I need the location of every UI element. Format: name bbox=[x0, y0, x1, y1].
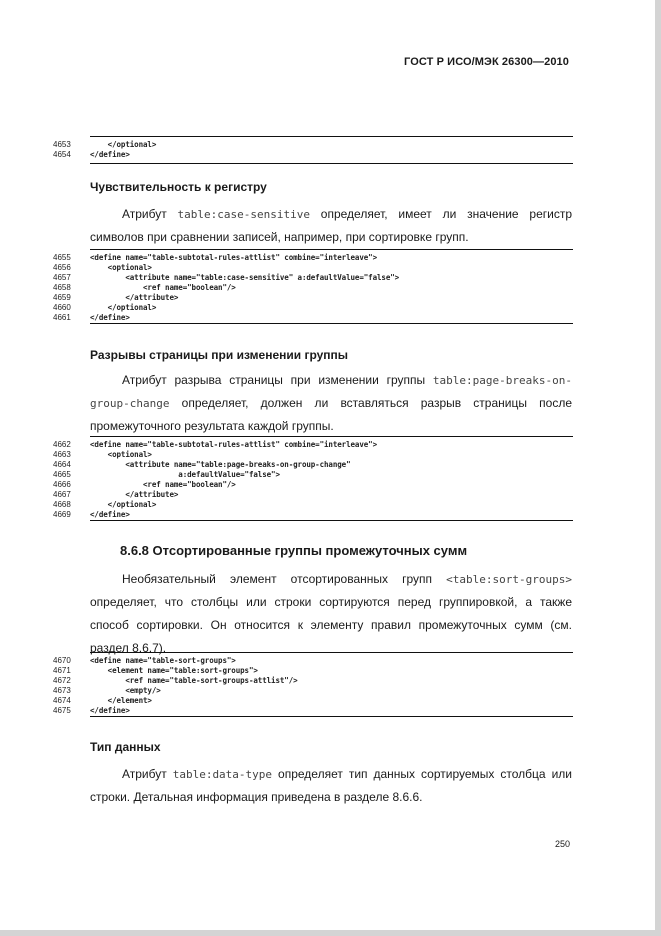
rule-top bbox=[90, 652, 573, 653]
line-number: 4656 bbox=[53, 263, 71, 272]
text: определяет тип данных сортируемых столбца или строки. Детальная информация приведена в разделе 8.6.6. bbox=[90, 767, 572, 804]
code-block-1 bbox=[53, 136, 573, 164]
text: Атрибут bbox=[122, 207, 178, 221]
line-number: 4665 bbox=[53, 470, 71, 479]
text: определяет, должен ли вставляться разрыв страницы после промежуточного результата каждой группы. bbox=[90, 396, 572, 433]
line-number: 4672 bbox=[53, 676, 71, 685]
paragraph-sort-groups bbox=[90, 568, 572, 660]
code-text: <ref name="boolean"/> bbox=[90, 283, 236, 292]
code-line bbox=[53, 273, 573, 283]
code-text: </define> bbox=[90, 313, 130, 322]
page-number: 250 bbox=[554, 839, 570, 849]
rule-top bbox=[90, 136, 573, 137]
line-number: 4664 bbox=[53, 460, 71, 469]
code-line bbox=[53, 293, 573, 303]
code-line bbox=[53, 666, 573, 676]
line-number: 4653 bbox=[53, 140, 71, 149]
code-text: </optional> bbox=[90, 500, 157, 509]
rule-bottom bbox=[90, 163, 573, 164]
line-number: 4668 bbox=[53, 500, 71, 509]
line-number: 4658 bbox=[53, 283, 71, 292]
code-line bbox=[53, 696, 573, 706]
code-text: <define name="table-subtotal-rules-attlist" combine="interleave"> bbox=[90, 440, 378, 449]
text: Атрибут разрыва страницы при изменении группы bbox=[122, 373, 433, 387]
code-line bbox=[53, 500, 573, 510]
code-line bbox=[53, 440, 573, 450]
line-number: 4671 bbox=[53, 666, 71, 675]
code-line bbox=[53, 676, 573, 686]
section-heading-data-type: Тип данных bbox=[90, 740, 161, 754]
line-number: 4660 bbox=[53, 303, 71, 312]
code-text: <ref name="table-sort-groups-attlist"/> bbox=[90, 676, 298, 685]
line-number: 4669 bbox=[53, 510, 71, 519]
code-line bbox=[53, 313, 573, 323]
code-line bbox=[53, 470, 573, 480]
paragraph-case-sensitive bbox=[90, 203, 572, 249]
code-block-2 bbox=[53, 249, 573, 324]
attribute-name: table:case-sensitive bbox=[177, 208, 310, 221]
code-block-4 bbox=[53, 652, 573, 717]
line-number: 4670 bbox=[53, 656, 71, 665]
section-heading-page-breaks: Разрывы страницы при изменении группы bbox=[90, 348, 349, 362]
text: определяет, что столбцы или строки сортируются перед группировкой, а также способ сортировки. Он относится к элементу правил промежуточных сумм (см. раздел 8.6.7). bbox=[90, 595, 572, 655]
code-text: <element name="table:sort-groups"> bbox=[90, 666, 258, 675]
code-text: a:defaultValue="false"> bbox=[90, 470, 280, 479]
code-text: </element> bbox=[90, 696, 152, 705]
code-line bbox=[53, 150, 573, 160]
code-line bbox=[53, 480, 573, 490]
line-number: 4673 bbox=[53, 686, 71, 695]
line-number: 4662 bbox=[53, 440, 71, 449]
code-text: <attribute name="table:page-breaks-on-group-change" bbox=[90, 460, 351, 469]
code-text: <ref name="boolean"/> bbox=[90, 480, 236, 489]
rule-bottom bbox=[90, 716, 573, 717]
line-number: 4659 bbox=[53, 293, 71, 302]
code-text: <define name="table-subtotal-rules-attlist" combine="interleave"> bbox=[90, 253, 378, 262]
attribute-name: table:page-breaks-on-group-change bbox=[90, 374, 572, 410]
text: Необязательный элемент отсортированных групп bbox=[122, 572, 447, 586]
code-text: </optional> bbox=[90, 303, 157, 312]
line-number: 4661 bbox=[53, 313, 71, 322]
code-text: <attribute name="table:case-sensitive" a:defaultValue="false"> bbox=[90, 273, 400, 282]
line-number: 4654 bbox=[53, 150, 71, 159]
element-name: <table:sort-groups> bbox=[446, 573, 572, 586]
code-line bbox=[53, 490, 573, 500]
line-number: 4667 bbox=[53, 490, 71, 499]
code-line bbox=[53, 460, 573, 470]
section-heading-case-sensitive: Чувствительность к регистру bbox=[90, 180, 267, 194]
code-line bbox=[53, 656, 573, 666]
rule-bottom bbox=[90, 323, 573, 324]
code-line bbox=[53, 686, 573, 696]
code-text: </define> bbox=[90, 510, 130, 519]
code-text: </attribute> bbox=[90, 293, 179, 302]
code-text: </optional> bbox=[90, 140, 157, 149]
code-text: <define name="table-sort-groups"> bbox=[90, 656, 236, 665]
line-number: 4657 bbox=[53, 273, 71, 282]
document-header: ГОСТ Р ИСО/МЭК 26300—2010 bbox=[404, 56, 569, 68]
attribute-name: table:data-type bbox=[172, 768, 273, 781]
code-text: </attribute> bbox=[90, 490, 179, 499]
rule-bottom bbox=[90, 520, 573, 521]
code-line bbox=[53, 253, 573, 263]
line-number: 4663 bbox=[53, 450, 71, 459]
code-text: <empty/> bbox=[90, 686, 161, 695]
line-number: 4666 bbox=[53, 480, 71, 489]
code-line bbox=[53, 303, 573, 313]
code-line bbox=[53, 450, 573, 460]
paragraph-data-type bbox=[90, 763, 572, 809]
line-number: 4655 bbox=[53, 253, 71, 262]
line-number: 4675 bbox=[53, 706, 71, 715]
subsection-heading-sort-groups: 8.6.8 Отсортированные группы промежуточных сумм bbox=[120, 543, 468, 558]
code-text: </define> bbox=[90, 150, 130, 159]
text: Атрибут bbox=[122, 767, 173, 781]
code-text: <optional> bbox=[90, 263, 152, 272]
code-block-3 bbox=[53, 436, 573, 521]
code-text: <optional> bbox=[90, 450, 152, 459]
code-line bbox=[53, 263, 573, 273]
paragraph-page-breaks bbox=[90, 369, 572, 438]
rule-top bbox=[90, 436, 573, 437]
code-line bbox=[53, 140, 573, 150]
text: определяет, имеет ли значение регистр символов при сравнении записей, например, при сортировке групп. bbox=[90, 207, 572, 244]
rule-top bbox=[90, 249, 573, 250]
code-line bbox=[53, 283, 573, 293]
code-text: </define> bbox=[90, 706, 130, 715]
line-number: 4674 bbox=[53, 696, 71, 705]
code-line bbox=[53, 510, 573, 520]
code-line bbox=[53, 706, 573, 716]
